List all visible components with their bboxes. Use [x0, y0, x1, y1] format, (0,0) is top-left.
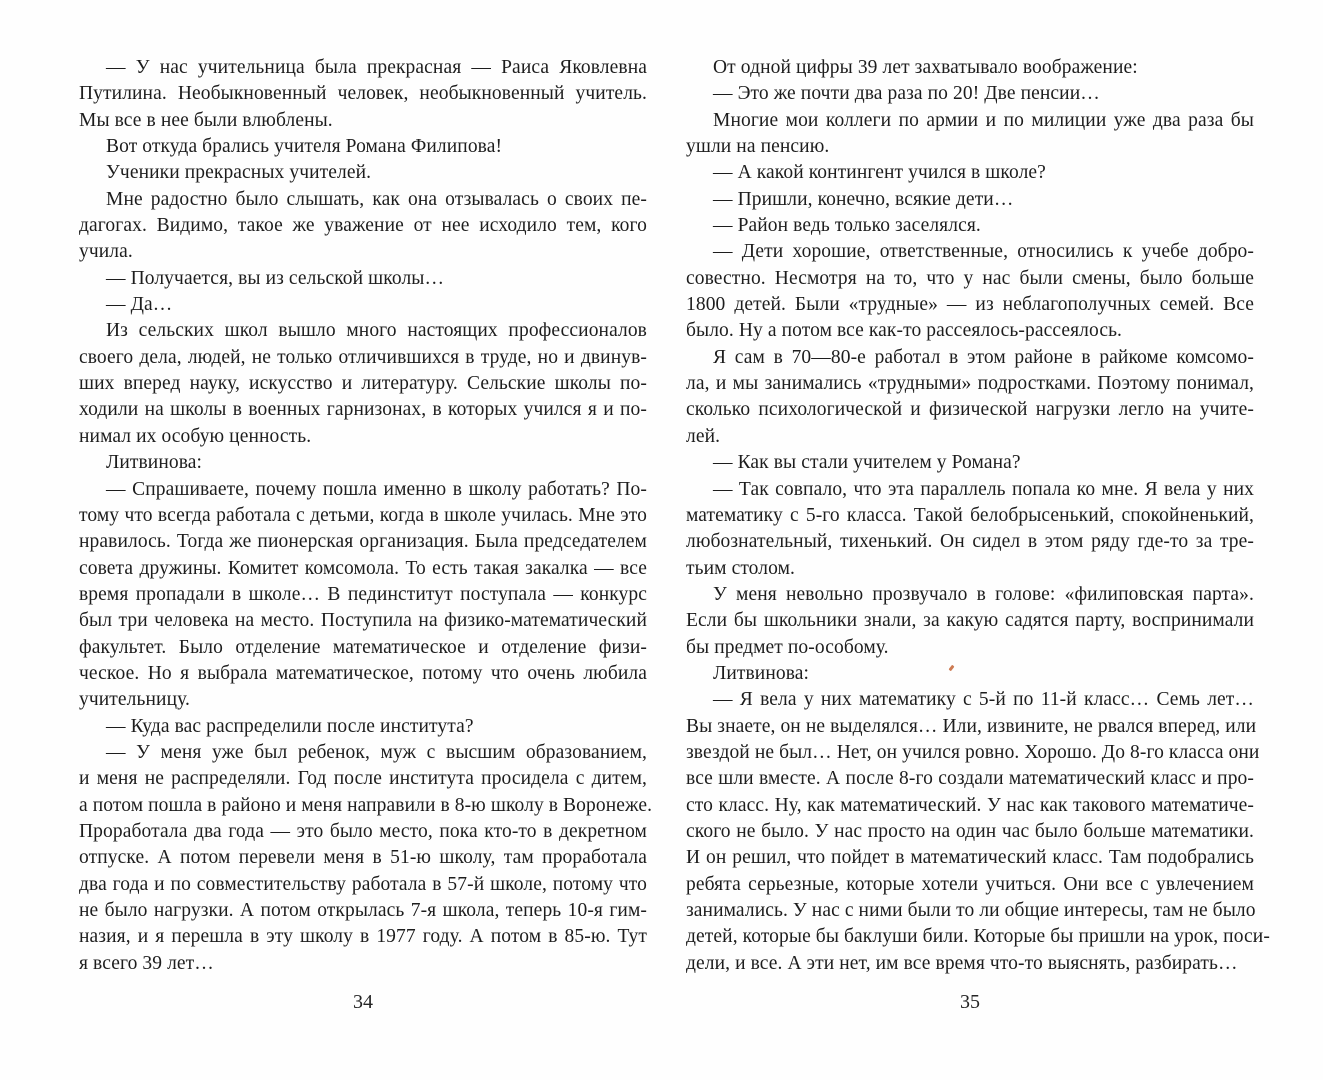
paragraph [686, 239, 1254, 344]
paragraph [686, 55, 1254, 81]
paragraph [79, 134, 647, 160]
text-line: детей, которые бы баклуши били. Которые бы пришли на урок, поси- [686, 926, 1270, 948]
text-line: дели, и все. А эти нет, им все время что-то выяснять, разбирать… [686, 952, 1238, 974]
text-line: сколько психологической и физической нагрузки легло на учите- [686, 399, 1254, 421]
text-line: — Дети хорошие, ответственные, относились к учебе добро- [713, 241, 1254, 263]
text-line: Вы знаете, он не выделялся… Или, извините, не рвался вперед, или [686, 715, 1257, 737]
text-line: Проработала два года — это было место, пока кто-то в декретном [79, 820, 647, 842]
paragraph [79, 318, 647, 450]
text-line: нимал их особую ценность. [79, 425, 312, 447]
text-line: я всего 39 лет… [79, 952, 214, 974]
text-line: ского не было. У нас просто на один час было больше математики. [686, 820, 1254, 842]
text-line: И он решил, что пойдет в математический класс. Там подобрались [686, 847, 1254, 869]
text-line: Мне радостно было слышать, как она отзывалась о своих пе- [106, 188, 647, 210]
right-page-text-column [686, 55, 1270, 977]
paragraph [79, 477, 647, 714]
text-line: отпуске. А потом перевели меня в 51-ю школу, там проработала [79, 847, 647, 869]
text-line: совестно. Несмотря на то, что у нас были смены, было больше [686, 267, 1254, 289]
text-line: Литвинова: [106, 452, 203, 474]
text-line: Путилина. Необыкновенный человек, необыкновенный учитель. [79, 83, 647, 105]
text-line: 1800 детей. Были «трудные» — из неблагополучных семей. Все [686, 294, 1254, 316]
text-line: а потом пошла в районо и меня направили в 8-ю школу в Воронеже. [79, 794, 653, 816]
text-line: занимались. У нас с ними были то ли общие интересы, там не было [686, 900, 1256, 921]
paragraph [686, 345, 1254, 450]
paragraph [79, 740, 653, 977]
text-line: — Я вела у них математику с 5-й по 11-й класс… Семь лет… [713, 689, 1254, 711]
text-line: ребята серьезные, которые хотели учиться. Они все с увлечением [686, 873, 1254, 895]
paragraph [79, 450, 647, 476]
text-line: Вот откуда брались учителя Романа Филипова! [106, 136, 503, 158]
text-line: время пропадали в школе… В пединститут поступала — конкурс [79, 583, 647, 605]
paragraph [79, 160, 647, 186]
text-line: ших вперед науку, искусство и литературу. Сельские школы по- [79, 373, 647, 395]
paragraph [686, 108, 1254, 161]
paragraph [79, 714, 647, 740]
text-line: Если бы школьники знали, за какую садятся парту, воспринимали [686, 610, 1254, 632]
text-line: тому что всегда работала с детьми, когда в школе училась. Мне это [79, 504, 647, 526]
text-line: — У меня уже был ребенок, муж с высшим образованием, [106, 741, 647, 763]
text-line: не было нагрузки. А потом открылась 7-я школа, теперь 10-я гим- [79, 900, 647, 921]
paragraph [686, 477, 1254, 582]
text-line: учила. [79, 241, 133, 263]
paragraph [686, 160, 1254, 186]
text-line: Из сельских школ вышло много настоящих профессионалов [106, 320, 647, 342]
text-line: дагогах. Видимо, такое же уважение от нее исходило тем, кого [79, 215, 647, 237]
text-line: Ученики прекрасных учителей. [106, 162, 372, 184]
left-page-text-column [79, 55, 653, 977]
text-line: — Как вы стали учителем у Романа? [713, 452, 1021, 474]
text-line: — Спрашиваете, почему пошла именно в школу работать? По- [106, 478, 647, 500]
paragraph [79, 266, 647, 292]
text-line: сто класс. Ну, как математический. У нас как такового математиче- [686, 794, 1254, 816]
text-line: звездой не был… Нет, он учился ровно. Хорошо. До 8-го класса они [686, 741, 1260, 763]
paragraph [79, 187, 647, 266]
text-line: было. Ну а потом все как-то рассеялось-рассеялось. [686, 320, 1123, 342]
text-line: своего дела, людей, не только отличившихся в труде, но и двинув- [79, 346, 647, 368]
text-line: факультет. Было отделение математическое и отделение физи- [79, 636, 647, 658]
text-line: ла, и мы занимались «трудными» подростками. Поэтому понимал, [686, 373, 1254, 395]
text-line: ческое. Но я выбрала математическое, потому что очень любила [79, 662, 647, 684]
text-line: От одной цифры 39 лет захватывало воображение: [713, 57, 1138, 78]
text-line: тьим столом. [686, 557, 796, 579]
text-line: учительницу. [79, 689, 190, 711]
text-line: — Куда вас распределили после института? [106, 715, 474, 737]
paragraph [79, 292, 647, 318]
text-line: — У нас учительница была прекрасная — Раиса Яковлевна [106, 57, 647, 78]
text-line: — А какой контингент учился в школе? [713, 162, 1046, 184]
paragraph [686, 687, 1270, 977]
text-line: нравилось. Тогда же пионерская организация. Была председателем [79, 531, 647, 553]
text-line: и меня не распределяли. Год после института просидела с дитем, [79, 768, 647, 790]
text-line: любознательный, тихенький. Он сидел в этом ряду где-то за тре- [686, 531, 1254, 553]
paragraph [686, 582, 1254, 661]
text-line: Мы все в нее были влюблены. [79, 109, 333, 131]
text-line: два года и по совместительству работала в 57-й школе, потому что [79, 873, 647, 895]
text-line: совета дружины. Комитет комсомола. То есть такая закалка — все [79, 557, 647, 579]
text-line: — Район ведь только заселялся. [713, 215, 981, 237]
text-line: бы предмет по-особому. [686, 636, 889, 658]
text-line: — Так совпало, что эта параллель попала ко мне. Я вела у них [713, 478, 1254, 500]
text-line: — Это же почти два раза по 20! Две пенсии… [713, 83, 1100, 105]
text-line: лей. [686, 425, 721, 447]
paragraph [686, 661, 1254, 687]
text-line: Многие мои коллеги по армии и по милиции уже два раза бы [713, 109, 1254, 131]
text-line: математику с 5-го класса. Такой белобрысенький, спокойненький, [686, 504, 1254, 526]
text-line: — Да… [106, 294, 173, 316]
paragraph [686, 81, 1254, 107]
paragraph [686, 213, 1254, 239]
text-line: У меня невольно прозвучало в голове: «филиповская парта». [713, 583, 1254, 605]
text-line: был три человека на место. Поступила на физико-математический [79, 610, 647, 632]
text-line: ушли на пенсию. [686, 136, 830, 158]
paragraph [686, 450, 1254, 476]
text-line: Литвинова: [713, 662, 810, 684]
text-line: — Пришли, конечно, всякие дети… [713, 188, 1014, 210]
text-line: — Получается, вы из сельской школы… [106, 267, 445, 289]
paragraph [686, 187, 1254, 213]
text-line: назия, и я перешла в эту школу в 1977 году. А потом в 85-ю. Тут [79, 926, 647, 948]
page-number-right: 35 [960, 991, 980, 1013]
page-number-left: 34 [353, 991, 373, 1013]
text-line: все шли вместе. А после 8-го создали математический класс и про- [686, 768, 1254, 790]
text-line: ходили на школы в военных гарнизонах, в которых учился я и по- [79, 399, 647, 421]
text-line: Я сам в 70—80-е работал в этом районе в райкоме комсомо- [713, 346, 1254, 368]
paragraph [79, 55, 647, 134]
